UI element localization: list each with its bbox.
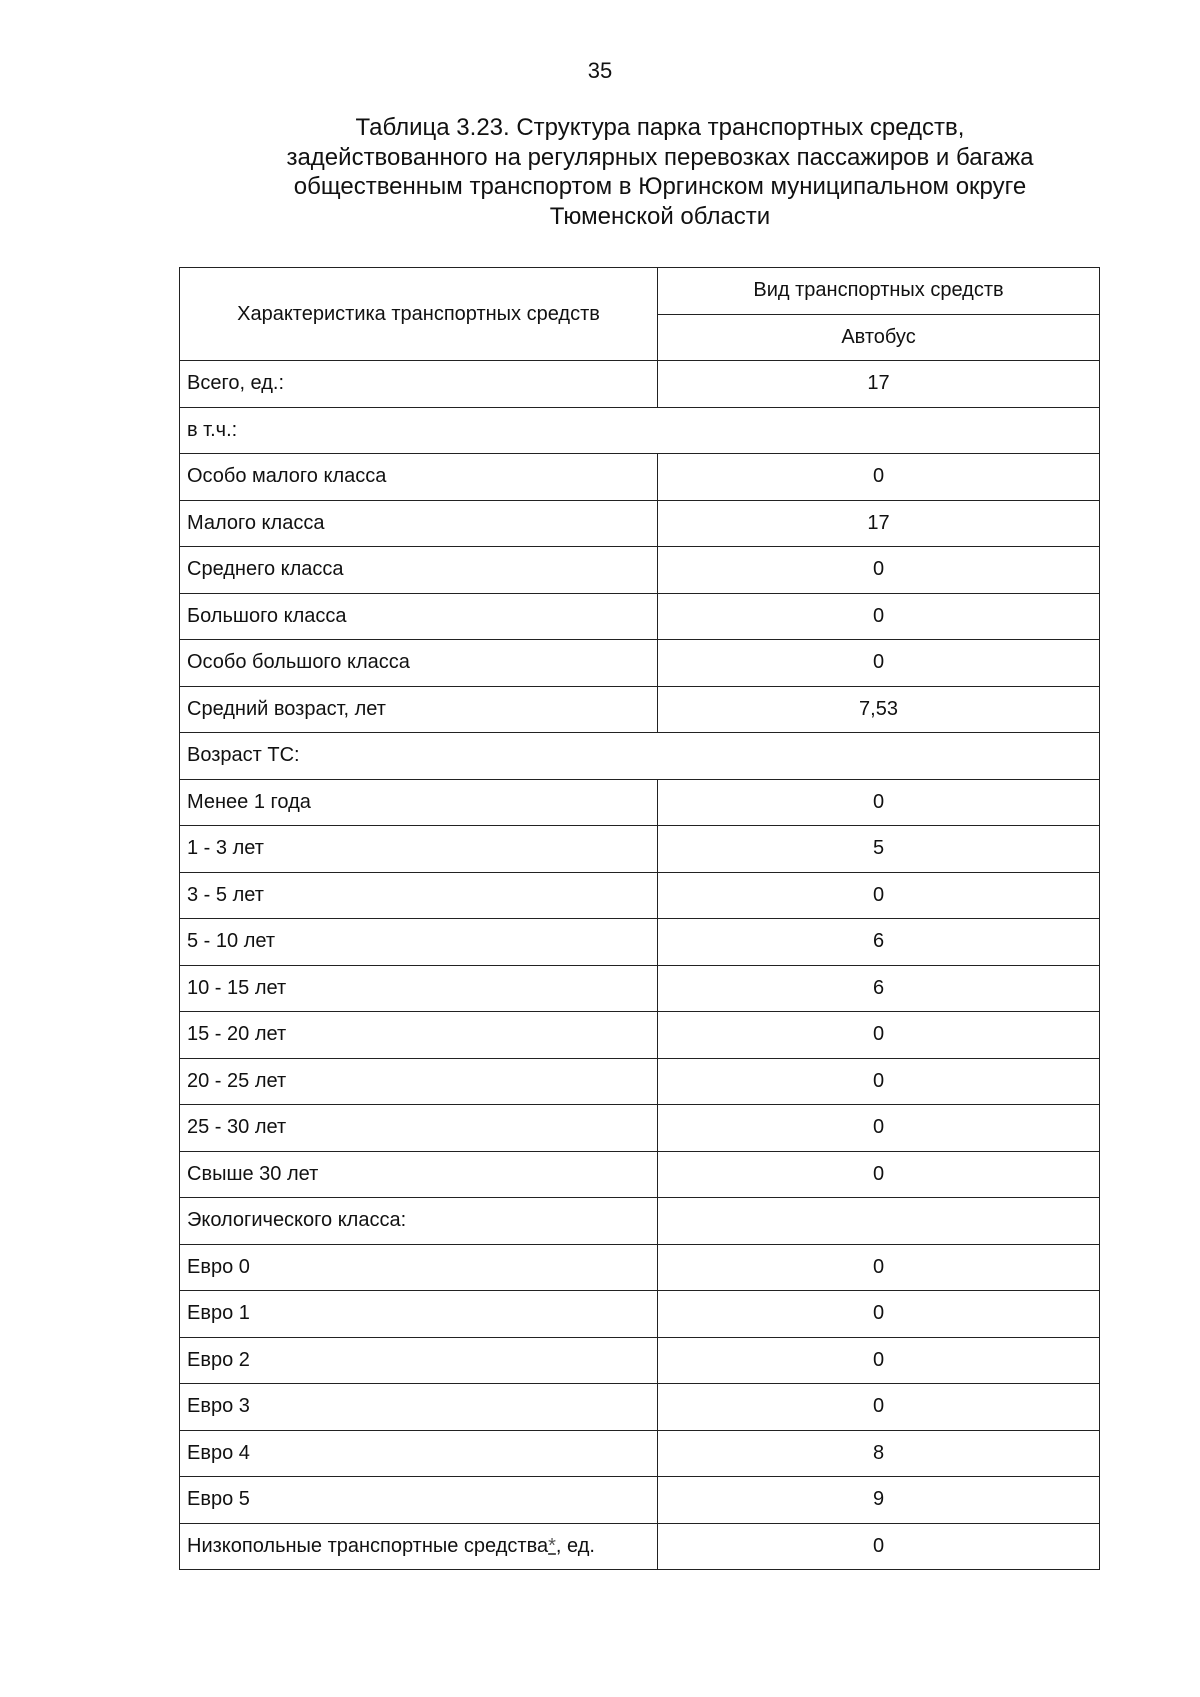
- row-label: Всего, ед.:: [180, 361, 658, 408]
- row-value: 0: [658, 779, 1100, 826]
- row-value: 8: [658, 1430, 1100, 1477]
- row-value: 0: [658, 1337, 1100, 1384]
- table-row: [180, 965, 1100, 1012]
- row-value: 0: [658, 1523, 1100, 1570]
- title-line-2: задействованного на регулярных перевозках пассажиров и багажа: [286, 143, 1034, 171]
- row-value: 0: [658, 593, 1100, 640]
- row-label: Евро 3: [180, 1384, 658, 1431]
- row-value: 6: [658, 965, 1100, 1012]
- row-label: Евро 4: [180, 1430, 658, 1477]
- table-row: [180, 1198, 1100, 1245]
- header-vehicle-type: Вид транспортных средств: [658, 268, 1100, 315]
- row-label: Особо малого класса: [180, 454, 658, 501]
- row-label: Экологического класса:: [180, 1198, 658, 1245]
- row-label: 1 - 3 лет: [180, 826, 658, 873]
- row-label: Малого класса: [180, 500, 658, 547]
- row-value: 17: [658, 500, 1100, 547]
- table-row: [180, 1477, 1100, 1524]
- table-row: [180, 1430, 1100, 1477]
- title-line-1: Таблица 3.23. Структура парка транспортных средств,: [355, 114, 965, 141]
- page-number: 35: [587, 58, 613, 83]
- table-row: [180, 686, 1100, 733]
- row-value: 0: [658, 1384, 1100, 1431]
- table-row: [180, 1523, 1100, 1570]
- row-value: 0: [658, 1105, 1100, 1152]
- table-body: [180, 361, 1100, 1570]
- row-value: 0: [658, 454, 1100, 501]
- row-label: Особо большого класса: [180, 640, 658, 687]
- row-value: 0: [658, 1244, 1100, 1291]
- row-label: 5 - 10 лет: [180, 919, 658, 966]
- table-row: [180, 593, 1100, 640]
- row-label: Евро 2: [180, 1337, 658, 1384]
- row-label: [180, 1523, 658, 1570]
- row-value: 6: [658, 919, 1100, 966]
- row-value: 7,53: [658, 686, 1100, 733]
- table-row: [180, 547, 1100, 594]
- table-row: [180, 779, 1100, 826]
- header-row: [180, 268, 1100, 315]
- row-label: в т.ч.:: [180, 407, 1100, 454]
- row-value: 0: [658, 547, 1100, 594]
- table-row: [180, 1058, 1100, 1105]
- row-value: 0: [658, 872, 1100, 919]
- row-label-text: Низкопольные транспортные средства: [187, 1534, 549, 1557]
- row-value: 0: [658, 1151, 1100, 1198]
- table-row: [180, 1291, 1100, 1338]
- row-value: 0: [658, 1291, 1100, 1338]
- row-label: 10 - 15 лет: [180, 965, 658, 1012]
- fleet-structure-table: [179, 267, 1100, 1570]
- table-row: [180, 872, 1100, 919]
- row-label: Свыше 30 лет: [180, 1151, 658, 1198]
- row-label: Менее 1 года: [180, 779, 658, 826]
- row-label: 25 - 30 лет: [180, 1105, 658, 1152]
- row-value: 5: [658, 826, 1100, 873]
- row-label: Большого класса: [180, 593, 658, 640]
- table-title: [180, 113, 1140, 231]
- table-row: [180, 454, 1100, 501]
- row-label: Евро 5: [180, 1477, 658, 1524]
- table-row: [180, 1151, 1100, 1198]
- row-label: 20 - 25 лет: [180, 1058, 658, 1105]
- table-row: [180, 1337, 1100, 1384]
- row-label: Среднего класса: [180, 547, 658, 594]
- table-row: [180, 407, 1100, 454]
- row-label-unit: , ед.: [555, 1534, 595, 1557]
- row-label: 3 - 5 лет: [180, 872, 658, 919]
- table-row: [180, 361, 1100, 408]
- row-value: 17: [658, 361, 1100, 408]
- table-row: [180, 733, 1100, 780]
- footnote-asterisk-link[interactable]: *: [548, 1534, 556, 1557]
- row-value: 0: [658, 640, 1100, 687]
- row-value: 9: [658, 1477, 1100, 1524]
- title-line-3: общественным транспортом в Юргинском муниципальном округе: [293, 173, 1027, 200]
- title-line-4: Тюменской области: [549, 202, 771, 230]
- row-label: Евро 0: [180, 1244, 658, 1291]
- row-value: 0: [658, 1058, 1100, 1105]
- table-row: [180, 640, 1100, 687]
- header-bus: Автобус: [658, 314, 1100, 361]
- table-row: [180, 1384, 1100, 1431]
- table-row: [180, 1244, 1100, 1291]
- table-row: [180, 1105, 1100, 1152]
- row-value: 0: [658, 1012, 1100, 1059]
- table-row: [180, 826, 1100, 873]
- row-label: Возраст ТС:: [180, 733, 1100, 780]
- table-row: [180, 500, 1100, 547]
- table-row: [180, 1012, 1100, 1059]
- header-characteristic: Характеристика транспортных средств: [180, 268, 658, 361]
- table-row: [180, 919, 1100, 966]
- row-label: 15 - 20 лет: [180, 1012, 658, 1059]
- row-label: Евро 1: [180, 1291, 658, 1338]
- row-value: [658, 1198, 1100, 1245]
- row-label: Средний возраст, лет: [180, 686, 658, 733]
